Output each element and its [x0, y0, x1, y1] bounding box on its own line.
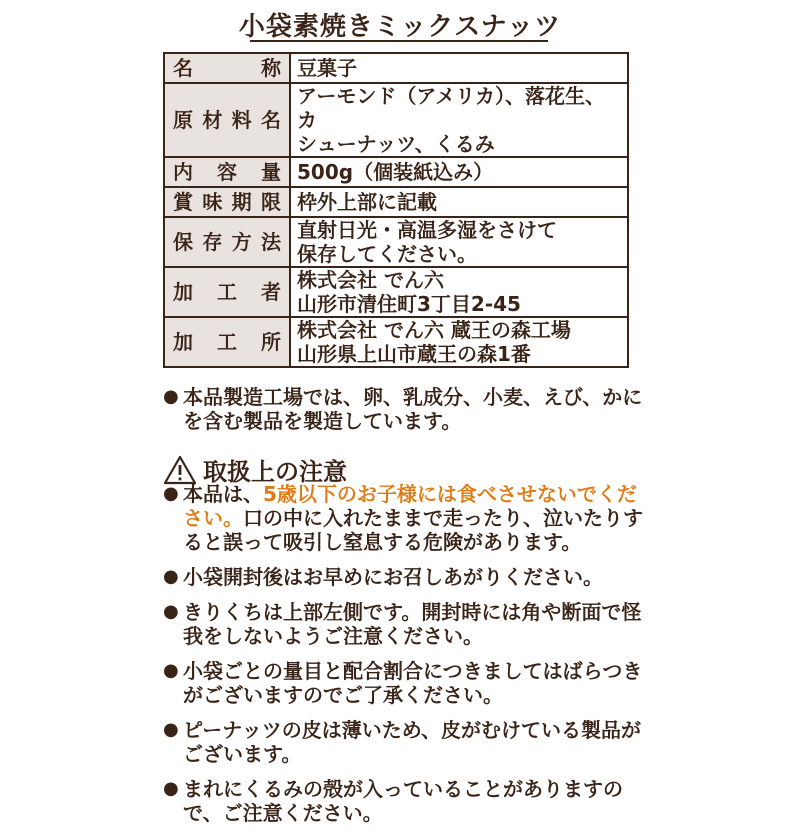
spec-label-char: 工: [217, 280, 237, 304]
caution-item-highlight: 5歳以下のお子様には食べさせないでください。: [183, 482, 637, 530]
spec-label: [164, 157, 290, 187]
spec-label: [164, 317, 290, 367]
caution-item-post: 口の中に入れたままで走ったり、泣いたりすると誤って吸引し窒息する危険があります。: [183, 506, 643, 554]
spec-label-char: 容: [217, 160, 237, 184]
caution-item-text: 小袋開封後はお早めにお召しあがりください。: [183, 565, 603, 589]
product-title: 小袋素焼きミックスナッツ: [238, 12, 562, 42]
spec-label-char: 加: [173, 280, 193, 304]
spec-value: [290, 217, 628, 267]
caution-list: [163, 482, 643, 836]
spec-value-line: 株式会社 でん六: [297, 268, 444, 292]
spec-label-char: 味: [202, 190, 223, 214]
caution-item: [163, 718, 643, 766]
caution-item: [163, 600, 643, 648]
spec-label-char: 称: [261, 56, 281, 80]
spec-value-line: 株式会社 でん六 蔵王の森工場: [297, 318, 571, 342]
spec-label-char: 加: [173, 330, 193, 354]
bullet-icon: ●: [163, 566, 179, 587]
spec-row: [164, 187, 628, 217]
caution-item-pre: 本品は、: [183, 482, 263, 506]
spec-row: [164, 217, 628, 267]
spec-label-char: 法: [260, 230, 281, 254]
spec-value-line: 保存してください。: [297, 242, 477, 266]
bullet-icon: ●: [163, 719, 179, 740]
spec-label-char: 存: [202, 230, 223, 254]
spec-value: [290, 83, 628, 157]
spec-label: [164, 53, 290, 83]
allergen-note-item: [163, 385, 643, 433]
title-underline: [250, 40, 548, 42]
spec-value-line: 豆菓子: [297, 56, 357, 80]
spec-value: [290, 267, 628, 317]
spec-row: [164, 83, 628, 157]
spec-label: [164, 217, 290, 267]
spec-label-char: 料: [231, 108, 252, 132]
warning-triangle-icon: [163, 455, 197, 485]
spec-label-char: 賞: [173, 190, 193, 214]
spec-value: [290, 53, 628, 83]
spec-label-char: 者: [261, 280, 281, 304]
spec-label-char: 名: [173, 56, 193, 80]
spec-label-char: 限: [260, 190, 281, 214]
spec-label-char: 名: [260, 108, 281, 132]
spec-value: [290, 187, 628, 217]
caution-item-choking: [163, 482, 643, 554]
spec-label-char: 期: [231, 190, 252, 214]
caution-item-text: きりくちは上部左側です。開封時には角や断面で怪我をしないようご注意ください。: [183, 600, 642, 648]
spec-value-line: シューナッツ、くるみ: [297, 132, 495, 156]
spec-label-char: 量: [261, 160, 281, 184]
bullet-icon: ●: [163, 660, 179, 681]
spec-label: [164, 187, 290, 217]
spec-value: [290, 157, 628, 187]
spec-label-char: 所: [261, 330, 281, 354]
spec-row: [164, 157, 628, 187]
spec-value-line: アーモンド（アメリカ）、落花生、カ: [297, 84, 605, 132]
bullet-icon: ●: [163, 601, 179, 622]
caution-item: [163, 777, 643, 825]
caution-item-text: ピーナッツの皮は薄いため、皮がむけている製品がございます。: [183, 718, 641, 766]
spec-label-char: 方: [231, 230, 252, 254]
caution-item-text: 小袋ごとの量目と配合割合につきましてはばらつきがございますのでご了承ください。: [183, 659, 643, 707]
spec-label-char: 内: [173, 160, 193, 184]
allergen-note: [163, 385, 643, 435]
spec-label-char: 原: [173, 108, 193, 132]
spec-table: [163, 52, 629, 368]
spec-value-line: 直射日光・高温多湿をさけて: [297, 218, 557, 242]
spec-label-char: 材: [202, 108, 223, 132]
spec-label: [164, 83, 290, 157]
allergen-note-text: 本品製造工場では、卵、乳成分、小麦、えび、かにを含む製品を製造しています。: [183, 385, 643, 433]
spec-row: [164, 317, 628, 367]
spec-row: [164, 53, 628, 83]
spec-label-char: 工: [217, 330, 237, 354]
caution-heading-text: 取扱上の注意: [203, 458, 347, 486]
spec-label-char: 保: [173, 230, 193, 254]
spec-label: [164, 267, 290, 317]
caution-item-text: まれにくるみの殻が入っていることがありますので、ご注意ください。: [183, 777, 623, 825]
spec-value-line: 枠外上部に記載: [297, 190, 437, 214]
caution-item: [163, 659, 643, 707]
bullet-icon: ●: [163, 778, 179, 799]
bullet-icon: ●: [163, 483, 179, 504]
spec-value-line: 山形県上山市蔵王の森1番: [297, 342, 531, 366]
caution-item: [163, 565, 643, 589]
spec-value-line: 500g（個装紙込み）: [297, 160, 494, 184]
spec-value: [290, 317, 628, 367]
spec-value-line: 山形市清住町3丁目2-45: [297, 292, 521, 316]
spec-row: [164, 267, 628, 317]
bullet-icon: ●: [163, 386, 179, 407]
